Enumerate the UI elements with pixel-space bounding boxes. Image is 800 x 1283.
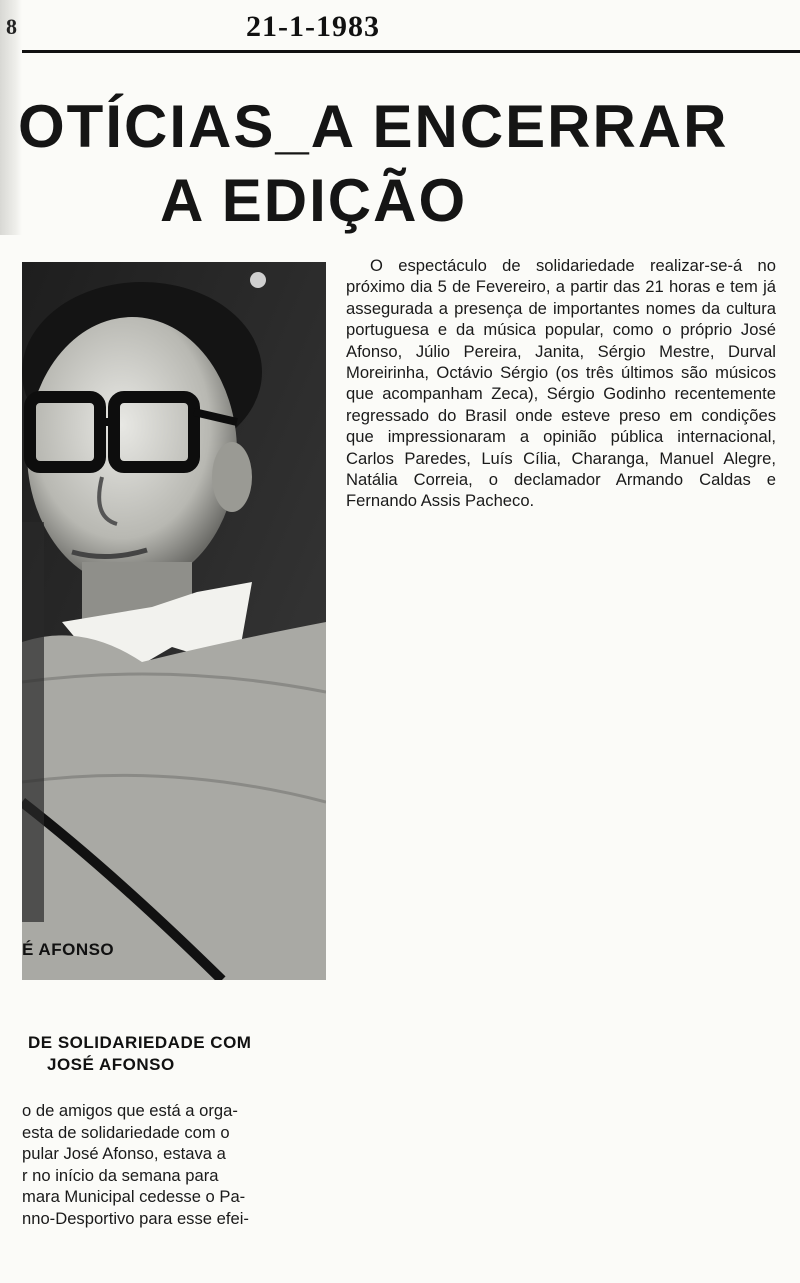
- headline: [18, 90, 798, 238]
- column-line: esta de solidariedade com o: [22, 1122, 230, 1142]
- portrait-illustration: [22, 262, 326, 980]
- corner-mark: 8: [6, 14, 17, 39]
- column-line: mara Municipal cedesse o Pa-: [22, 1187, 246, 1207]
- column-line: o de amigos que está a orga-: [22, 1101, 238, 1120]
- column-line: r no início da semana para: [22, 1165, 219, 1185]
- top-rule: [22, 50, 800, 53]
- sub-headline: [28, 1032, 328, 1076]
- handwritten-date: 21-1-1983: [246, 10, 380, 43]
- sub-headline-line-2: JOSÉ AFONSO: [47, 1055, 175, 1074]
- headline-line-1: OTÍCIAS_A ENCERRAR: [18, 93, 729, 160]
- column-line: nno-Desportivo para esse efei-: [22, 1208, 249, 1228]
- article-paragraph: O espectáculo de solidariedade realizar-se-á no próximo dia 5 de Fevereiro, a partir das 21 horas e tem já assegurada a presença de importantes nomes da cultura portuguesa e da música popular, como o próprio José Afonso, Júlio Pereira, Janita, Sérgio Mestre, Durval Moreirinha, Octávio Sérgio (os três últimos são músicos que acompanham Zeca), Sérgio Godinho recentemente regressado do Brasil onde esteve preso em condições que impressionaram a opinião pública internacional, Carlos Paredes, Luís Cília, Charanga, Manuel Alegre, Natália Correia, o declamador Armando Caldas e Fernando Assis Pacheco.: [346, 256, 776, 511]
- column-line: pular José Afonso, estava a: [22, 1144, 226, 1164]
- photo-caption: É AFONSO: [22, 940, 115, 959]
- sub-headline-line-1: DE SOLIDARIEDADE COM: [28, 1033, 252, 1052]
- article-body: [346, 255, 776, 512]
- headline-line-2: A EDIÇÃO: [160, 167, 468, 234]
- portrait-photo: [22, 262, 326, 980]
- column-text: [22, 1100, 332, 1230]
